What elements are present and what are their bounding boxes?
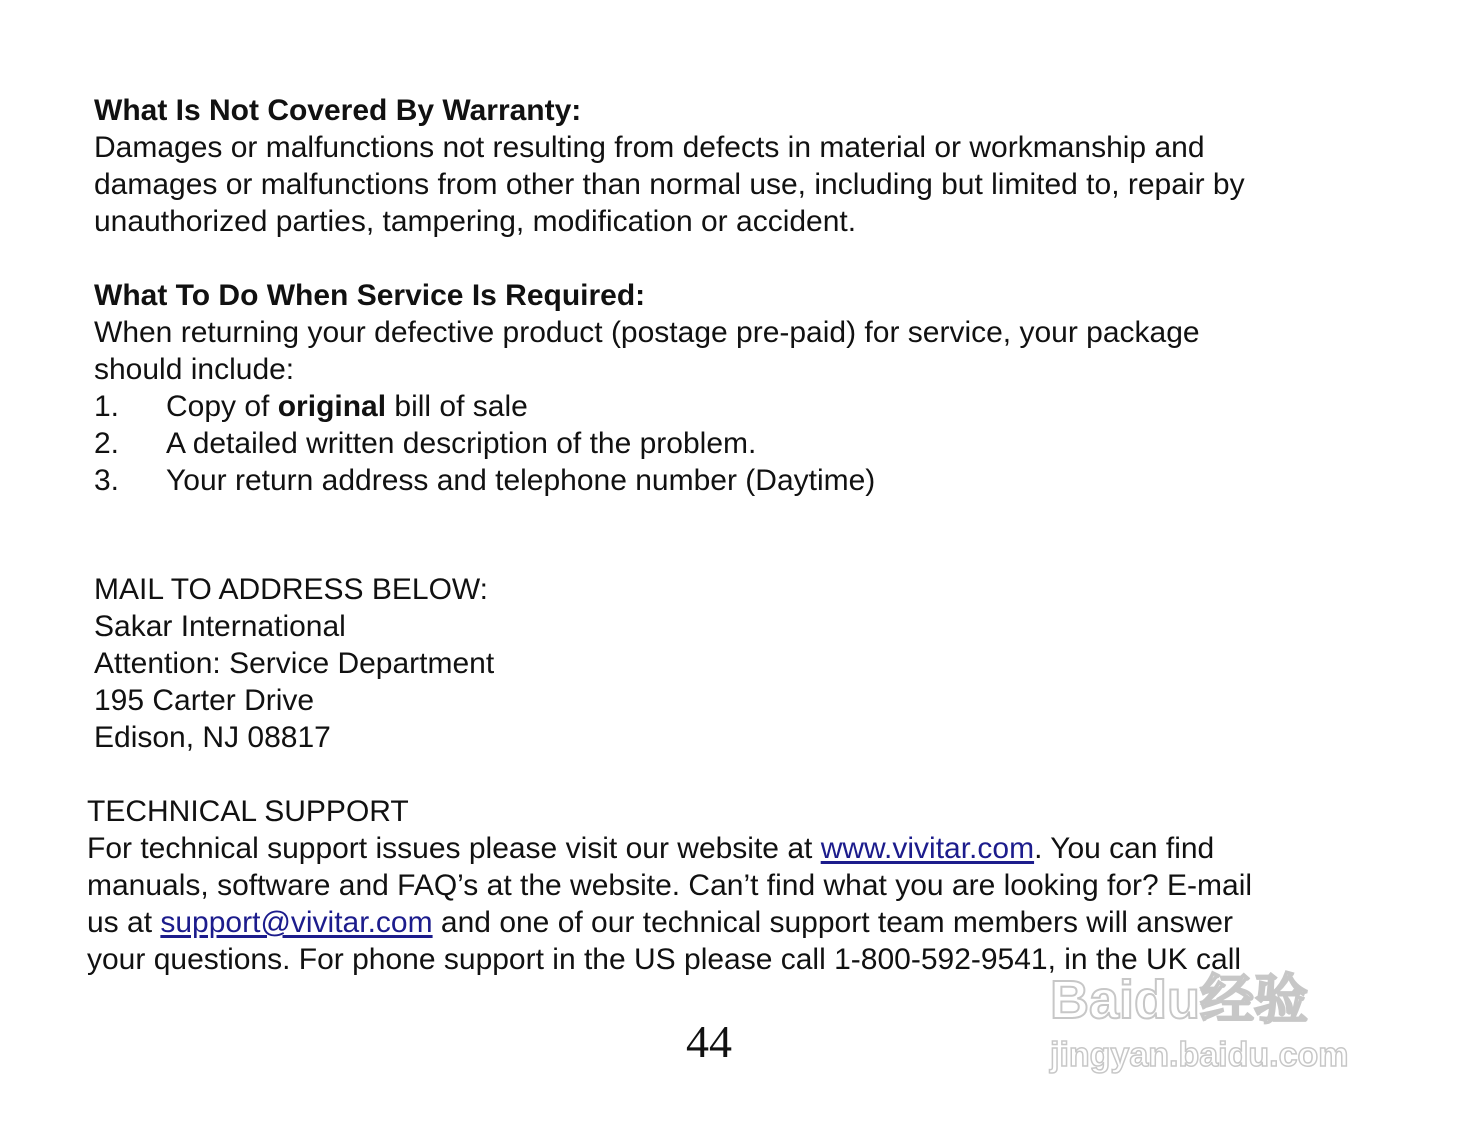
list-text: A detailed written description of the problem. xyxy=(166,427,757,460)
paragraph-line xyxy=(87,830,1387,867)
paragraph-line: should include: xyxy=(94,353,295,386)
tech-support-heading: TECHNICAL SUPPORT xyxy=(87,795,409,828)
page-number: 44 xyxy=(686,1016,732,1067)
paragraph-line xyxy=(87,904,1387,941)
email-link[interactable]: support@vivitar.com xyxy=(160,906,433,939)
paragraph-line: Damages or malfunctions not resulting from defects in material or workmanship and xyxy=(94,131,1205,164)
list-text-bold: original xyxy=(277,390,387,423)
list-number: 1. xyxy=(94,390,120,423)
watermark-brand-text: Baidu经验 xyxy=(1050,970,1309,1030)
address-line: Sakar International xyxy=(94,610,346,643)
paragraph-line: your questions. For phone support in the US please call 1-800-592-9541, in the UK call xyxy=(87,943,1242,976)
paragraph-text: For technical support issues please visit our website at xyxy=(87,832,821,865)
mail-address-section xyxy=(94,571,1394,756)
service-section xyxy=(94,277,1394,499)
paragraph-text: us at xyxy=(87,906,161,939)
not-covered-section xyxy=(94,92,1394,240)
list-text: Copy of xyxy=(166,390,278,423)
paragraph-line: unauthorized parties, tampering, modification or accident. xyxy=(94,205,857,238)
address-line: MAIL TO ADDRESS BELOW: xyxy=(94,573,489,606)
watermark-url-text: jingyan.baidu.com xyxy=(1050,1036,1349,1074)
list-text: bill of sale xyxy=(386,390,528,423)
list-item xyxy=(94,425,1394,462)
baidu-watermark-logo xyxy=(1040,960,1390,1080)
list-text: Your return address and telephone number (Daytime) xyxy=(166,464,876,497)
address-line: Edison, NJ 08817 xyxy=(94,721,331,754)
list-number: 2. xyxy=(94,427,120,460)
paragraph-line: damages or malfunctions from other than normal use, including but limited to, repair by xyxy=(94,168,1245,201)
paragraph-text: and one of our technical support team members will answer xyxy=(432,906,1233,939)
list-item xyxy=(94,388,1394,425)
address-line: Attention: Service Department xyxy=(94,647,495,680)
service-heading: What To Do When Service Is Required: xyxy=(94,279,646,312)
not-covered-heading: What Is Not Covered By Warranty: xyxy=(94,94,582,127)
paragraph-line: manuals, software and FAQ’s at the website. Can’t find what you are looking for? E-mail xyxy=(87,869,1253,902)
paragraph-text: . You can find xyxy=(1034,832,1215,865)
list-number: 3. xyxy=(94,464,120,497)
list-item xyxy=(94,462,1394,499)
paragraph-line: When returning your defective product (postage pre-paid) for service, your package xyxy=(94,316,1200,349)
address-line: 195 Carter Drive xyxy=(94,684,315,717)
tech-support-section xyxy=(87,793,1387,978)
website-link[interactable]: www.vivitar.com xyxy=(820,832,1035,865)
